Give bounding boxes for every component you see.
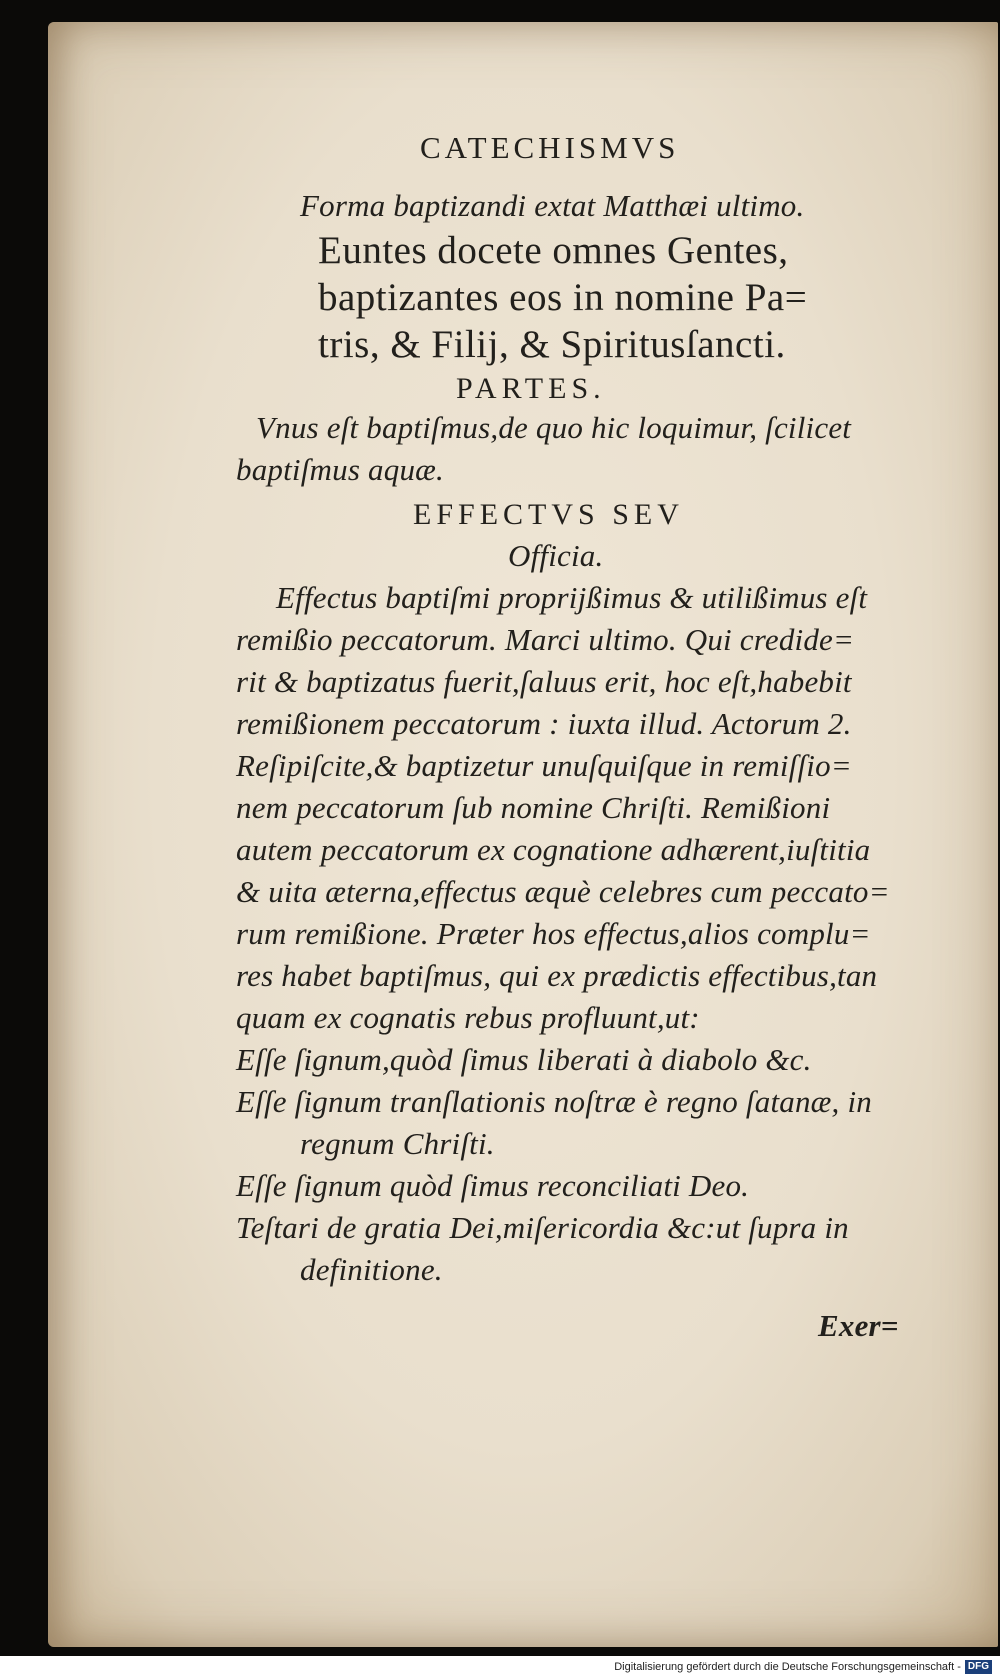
text-line: Eſſe ſignum quòd ſimus reconciliati Deo.: [236, 1168, 750, 1203]
text-line: res habet baptiſmus, qui ex prædictis effectibus,tan: [236, 958, 878, 993]
text-line: remißionem peccatorum : iuxta illud. Actorum 2.: [236, 706, 852, 741]
text-line: baptizantes eos in nomine Pa=: [318, 276, 808, 319]
text-line: quam ex cognatis rebus profluunt,ut:: [236, 1000, 700, 1035]
dfg-logo: DFG: [965, 1660, 992, 1674]
footer-credit: [0, 1658, 992, 1676]
text-line: regnum Chriſti.: [300, 1126, 495, 1161]
text-line: Forma baptizandi extat Matthæi ultimo.: [300, 188, 805, 223]
text-line: rum remißione. Præter hos effectus,alios complu=: [236, 916, 871, 951]
text-line: tris, & Filij, & Spiritusſancti.: [318, 323, 786, 366]
footer-text: Digitalisierung gefördert durch die Deutsche Forschungsgemeinschaft -: [614, 1661, 961, 1673]
text-line: Eſſe ſignum,quòd ſimus liberati à diabolo &c.: [236, 1042, 812, 1077]
text-line: Teſtari de gratia Dei,miſericordia &c:ut ſupra in: [236, 1210, 849, 1245]
text-line: baptiſmus aquæ.: [236, 452, 444, 487]
text-line: remißio peccatorum. Marci ultimo. Qui credide=: [236, 622, 855, 657]
text-line: definitione.: [300, 1252, 443, 1287]
text-line: Eſſe ſignum tranſlationis noſtræ è regno ſatanæ, in: [236, 1084, 872, 1119]
text-line: autem peccatorum ex cognatione adhærent,iuſtitia: [236, 832, 871, 867]
text-line: nem peccatorum ſub nomine Chriſti. Remißioni: [236, 790, 831, 825]
section-heading: Officia.: [508, 538, 604, 573]
text-line: Vnus eſt baptiſmus,de quo hic loquimur, ſcilicet: [256, 410, 852, 445]
section-heading: EFFECTVS SEV: [413, 498, 684, 531]
text-line: Euntes docete omnes Gentes,: [318, 229, 789, 272]
text-line: Effectus baptiſmi proprijßimus & utilißimus eſt: [276, 580, 868, 615]
catchword: Exer=: [818, 1308, 899, 1343]
running-title: CATECHISMVS: [420, 130, 680, 165]
book-page: [48, 22, 998, 1647]
section-heading: PARTES.: [456, 372, 606, 405]
text-line: & uita æterna,effectus æquè celebres cum peccato=: [236, 874, 890, 909]
text-line: rit & baptizatus fuerit,ſaluus erit, hoc eſt,habebit: [236, 664, 852, 699]
text-line: Reſipiſcite,& baptizetur unuſquiſque in remiſſio=: [236, 748, 852, 783]
